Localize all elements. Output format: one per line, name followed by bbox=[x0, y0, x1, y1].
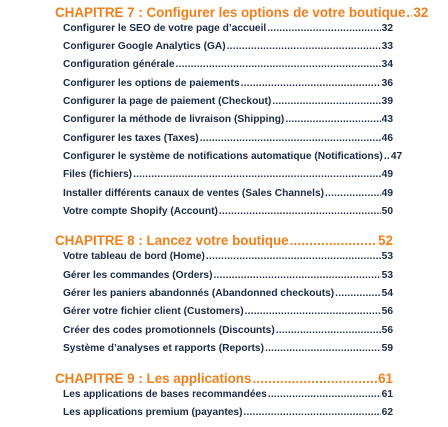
toc-entry-label: Les applications premium (payantes) bbox=[63, 407, 243, 418]
toc-entry-page: 56 bbox=[381, 325, 393, 336]
dot-leader bbox=[241, 77, 381, 90]
dot-leader bbox=[335, 287, 380, 300]
toc-entry bbox=[63, 406, 393, 419]
toc-entry-label: Système d’analyses et rapports (Reports) bbox=[63, 343, 264, 354]
toc-entry-label: Gérer les commandes (Orders) bbox=[63, 270, 213, 281]
dot-leader bbox=[243, 406, 380, 419]
chapter-heading bbox=[55, 5, 429, 21]
toc-entry-page: 46 bbox=[381, 133, 393, 144]
toc-entry-page: 47 bbox=[390, 151, 403, 162]
dot-leader bbox=[252, 371, 377, 387]
toc-entry bbox=[63, 58, 393, 71]
toc-entry bbox=[63, 132, 393, 145]
toc-entry bbox=[63, 150, 403, 163]
chapter-heading bbox=[55, 233, 393, 249]
chapter-page-number: 32 bbox=[413, 5, 429, 20]
toc-entry-page: 62 bbox=[381, 407, 393, 418]
toc-entry-label: Configuration générale bbox=[63, 59, 175, 70]
toc-entry bbox=[63, 113, 393, 126]
toc-entry bbox=[63, 95, 393, 108]
chapter-heading bbox=[55, 371, 393, 387]
toc-entry bbox=[63, 388, 393, 401]
toc-entry-page: 33 bbox=[381, 41, 393, 52]
toc-entry bbox=[63, 269, 393, 282]
toc-entry-page: 59 bbox=[381, 343, 393, 354]
toc-entry-page: 61 bbox=[381, 389, 393, 400]
toc-entry-label: Configurer la méthode de livraison (Shipping) bbox=[63, 114, 285, 125]
toc-entry-label: Gérer votre fichier client (Customers) bbox=[63, 306, 244, 317]
toc-entry-label: Votre compte Shopify (Account) bbox=[63, 206, 218, 217]
chapter-page-number: 61 bbox=[378, 371, 393, 386]
toc-entry bbox=[63, 324, 393, 337]
toc-entry bbox=[63, 250, 393, 263]
dot-leader bbox=[200, 132, 381, 145]
toc-entry bbox=[63, 287, 393, 300]
toc-entry bbox=[63, 40, 393, 53]
toc-entry-label: Les applications de bases recommandées bbox=[63, 389, 267, 400]
dot-leader bbox=[176, 58, 381, 71]
chapter-title: CHAPITRE 9 : Les applications bbox=[55, 371, 252, 386]
dot-leader bbox=[325, 187, 381, 200]
toc-entry bbox=[63, 77, 393, 90]
toc-entry bbox=[63, 168, 393, 181]
dot-leader bbox=[384, 150, 390, 163]
dot-leader bbox=[267, 22, 380, 35]
toc-entry-page: 54 bbox=[381, 288, 393, 299]
toc-entry-label: Installer différents canaux de ventes (Sales Channels) bbox=[63, 188, 325, 199]
toc-entry-label: Créer des codes promotionnels (Discounts) bbox=[63, 325, 275, 336]
toc-entry bbox=[63, 342, 393, 355]
dot-leader bbox=[290, 233, 377, 249]
toc-entry-page: 34 bbox=[381, 59, 393, 70]
chapter-title: CHAPITRE 8 : Lancez votre boutique bbox=[55, 233, 289, 248]
toc-entry-label: Configurer Google Analytics (GA) bbox=[63, 41, 226, 52]
chapter-page-number: 52 bbox=[378, 233, 393, 248]
dot-leader bbox=[133, 168, 381, 181]
dot-leader bbox=[406, 5, 412, 21]
dot-leader bbox=[276, 324, 381, 337]
toc-entry-page: 49 bbox=[381, 188, 393, 199]
dot-leader bbox=[265, 342, 381, 355]
toc-entry-page: 39 bbox=[381, 96, 393, 107]
dot-leader bbox=[272, 95, 380, 108]
dot-leader bbox=[227, 40, 381, 53]
toc-entry-label: Configurer les options de paiements bbox=[63, 78, 240, 89]
toc-entry-label: Gérer les paniers abandonnés (Abandonned checkouts) bbox=[63, 288, 335, 299]
toc-entry-page: 53 bbox=[381, 270, 393, 281]
toc-entry bbox=[63, 22, 393, 35]
toc-entry-page: 36 bbox=[381, 78, 393, 89]
dot-leader bbox=[219, 205, 381, 218]
toc-entry-label: Configurer le SEO de votre page d’accueil bbox=[63, 23, 267, 34]
dot-leader bbox=[206, 250, 381, 263]
dot-leader bbox=[213, 269, 380, 282]
toc-entry bbox=[63, 305, 393, 318]
toc-entry-label: Configurer le système de notifications automatique (Notifications) bbox=[63, 151, 383, 162]
toc-entry-page: 50 bbox=[381, 206, 393, 217]
chapter-title: CHAPITRE 7 : Configurer les options de votre boutique bbox=[55, 5, 406, 20]
toc-entry bbox=[63, 187, 393, 200]
toc-entry-page: 49 bbox=[381, 169, 393, 180]
toc-entry-label: Votre tableau de bord (Home) bbox=[63, 251, 205, 262]
toc-entry-label: Files (fichiers) bbox=[63, 169, 133, 180]
toc-entry-page: 32 bbox=[381, 23, 393, 34]
dot-leader bbox=[285, 113, 380, 126]
dot-leader bbox=[268, 388, 381, 401]
toc-entry-page: 53 bbox=[381, 251, 393, 262]
toc-entry bbox=[63, 205, 393, 218]
toc-entry-page: 56 bbox=[381, 306, 393, 317]
toc-entry-page: 43 bbox=[381, 114, 393, 125]
toc-entry-label: Configurer la page de paiement (Checkout) bbox=[63, 96, 272, 107]
toc-entry-label: Configurer les taxes (Taxes) bbox=[63, 133, 199, 144]
dot-leader bbox=[245, 305, 381, 318]
